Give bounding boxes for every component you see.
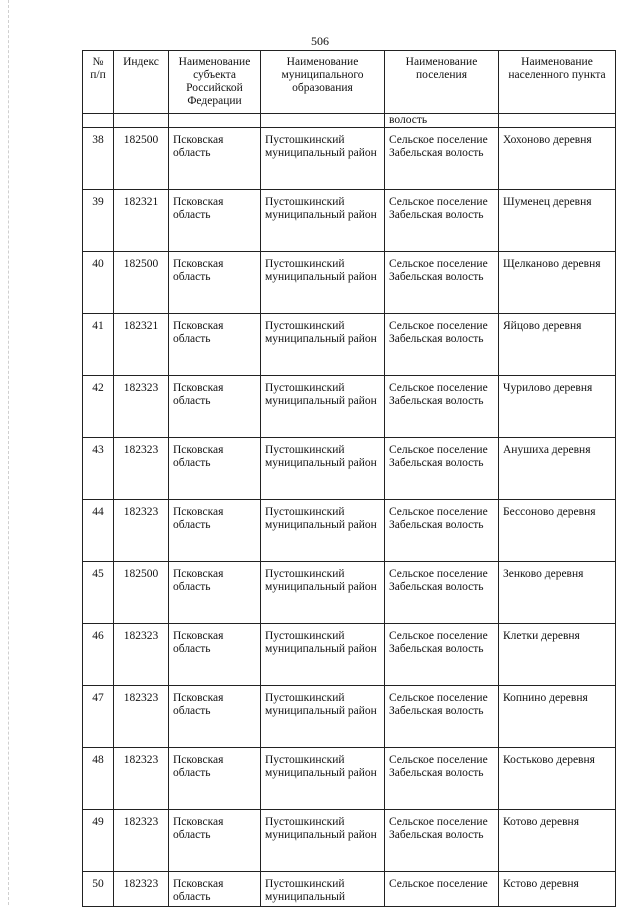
cell-settlement: Сельское поселение Забельская волость bbox=[385, 190, 499, 252]
cell-locality: Чурилово деревня bbox=[499, 376, 616, 438]
cell-num: 39 bbox=[83, 190, 114, 252]
table-header-row bbox=[83, 51, 616, 114]
cell-locality: Яйцово деревня bbox=[499, 314, 616, 376]
cell-num: 42 bbox=[83, 376, 114, 438]
cell-index: 182500 bbox=[114, 128, 169, 190]
cell-settlement: Сельское поселение Забельская волость bbox=[385, 376, 499, 438]
cell-municipality: Пустошкинский муниципальный район bbox=[261, 562, 385, 624]
header-locality: Наименование населенного пункта bbox=[499, 51, 616, 114]
cell-num: 41 bbox=[83, 314, 114, 376]
cell-locality: Котово деревня bbox=[499, 810, 616, 872]
cell-index: 182323 bbox=[114, 438, 169, 500]
cell-num: 49 bbox=[83, 810, 114, 872]
cell-num: 40 bbox=[83, 252, 114, 314]
table-row bbox=[83, 438, 616, 500]
cell-locality: Хохоново деревня bbox=[499, 128, 616, 190]
cell-settlement: Сельское поселение Забельская волость bbox=[385, 314, 499, 376]
cell-locality: Кстово деревня bbox=[499, 872, 616, 907]
cell-num: 50 bbox=[83, 872, 114, 907]
cell-locality: Шуменец деревня bbox=[499, 190, 616, 252]
cell-municipality: Пустошкинский муниципальный район bbox=[261, 686, 385, 748]
cell-index: 182321 bbox=[114, 190, 169, 252]
header-subject: Наименование субъекта Российской Федерации bbox=[169, 51, 261, 114]
cell-municipality: Пустошкинский муниципальный район bbox=[261, 748, 385, 810]
cell-settlement: Сельское поселение Забельская волость bbox=[385, 438, 499, 500]
cell-municipality: Пустошкинский муниципальный район bbox=[261, 252, 385, 314]
cell-subject: Псковская область bbox=[169, 500, 261, 562]
table-row bbox=[83, 810, 616, 872]
cell-index: 182323 bbox=[114, 376, 169, 438]
cell-num: 43 bbox=[83, 438, 114, 500]
table-row bbox=[83, 128, 616, 190]
cell-municipality: Пустошкинский муниципальный район bbox=[261, 624, 385, 686]
cell-municipality: Пустошкинский муниципальный bbox=[261, 872, 385, 907]
cell-municipality: Пустошкинский муниципальный район bbox=[261, 190, 385, 252]
cell-settlement: Сельское поселение Забельская волость bbox=[385, 810, 499, 872]
cell-locality: Зенково деревня bbox=[499, 562, 616, 624]
localities-table bbox=[82, 50, 616, 907]
header-index: Индекс bbox=[114, 51, 169, 114]
cell-subject: Псковская область bbox=[169, 686, 261, 748]
cell-settlement: Сельское поселение Забельская волость bbox=[385, 128, 499, 190]
cell-municipality: Пустошкинский муниципальный район bbox=[261, 314, 385, 376]
table-row bbox=[83, 190, 616, 252]
cell-num: 45 bbox=[83, 562, 114, 624]
cell-municipality: Пустошкинский муниципальный район bbox=[261, 128, 385, 190]
cell-subject: Псковская область bbox=[169, 810, 261, 872]
header-num: № п/п bbox=[83, 51, 114, 114]
cell-settlement: Сельское поселение bbox=[385, 872, 499, 907]
cell-index: 182323 bbox=[114, 748, 169, 810]
header-municipality: Наименование муниципального образования bbox=[261, 51, 385, 114]
cell-locality: Анушиха деревня bbox=[499, 438, 616, 500]
cell-num: 48 bbox=[83, 748, 114, 810]
table-row-continuation bbox=[83, 114, 616, 128]
cell-num: 38 bbox=[83, 128, 114, 190]
cell-locality bbox=[499, 114, 616, 128]
cell-subject: Псковская область bbox=[169, 624, 261, 686]
cell-subject: Псковская область bbox=[169, 562, 261, 624]
cell-settlement: Сельское поселение Забельская волость bbox=[385, 500, 499, 562]
cell-settlement: Сельское поселение Забельская волость bbox=[385, 252, 499, 314]
table-row bbox=[83, 748, 616, 810]
cell-locality: Щелканово деревня bbox=[499, 252, 616, 314]
cell-subject: Псковская область bbox=[169, 314, 261, 376]
cell-subject: Псковская область bbox=[169, 252, 261, 314]
cell-index: 182323 bbox=[114, 686, 169, 748]
cell-settlement: Сельское поселение Забельская волость bbox=[385, 748, 499, 810]
cell-index: 182323 bbox=[114, 872, 169, 907]
cell-subject bbox=[169, 114, 261, 128]
cell-municipality: Пустошкинский муниципальный район bbox=[261, 500, 385, 562]
cell-index: 182323 bbox=[114, 624, 169, 686]
cell-subject: Псковская область bbox=[169, 872, 261, 907]
cell-subject: Псковская область bbox=[169, 190, 261, 252]
table-row bbox=[83, 872, 616, 907]
cell-subject: Псковская область bbox=[169, 128, 261, 190]
cell-num: 44 bbox=[83, 500, 114, 562]
cell-municipality: Пустошкинский муниципальный район bbox=[261, 810, 385, 872]
table-row bbox=[83, 376, 616, 438]
cell-municipality bbox=[261, 114, 385, 128]
page-number: 506 bbox=[311, 34, 329, 48]
cell-num bbox=[83, 114, 114, 128]
cell-subject: Псковская область bbox=[169, 748, 261, 810]
cell-locality: Копнино деревня bbox=[499, 686, 616, 748]
cell-index bbox=[114, 114, 169, 128]
cell-index: 182321 bbox=[114, 314, 169, 376]
cell-settlement: Сельское поселение Забельская волость bbox=[385, 562, 499, 624]
cell-num: 46 bbox=[83, 624, 114, 686]
cell-subject: Псковская область bbox=[169, 438, 261, 500]
cell-index: 182500 bbox=[114, 562, 169, 624]
cell-index: 182500 bbox=[114, 252, 169, 314]
cell-index: 182323 bbox=[114, 810, 169, 872]
cell-index: 182323 bbox=[114, 500, 169, 562]
cell-municipality: Пустошкинский муниципальный район bbox=[261, 376, 385, 438]
scan-edge-line bbox=[8, 0, 10, 905]
cell-settlement: Сельское поселение Забельская волость bbox=[385, 624, 499, 686]
cell-locality: Костьково деревня bbox=[499, 748, 616, 810]
table-row bbox=[83, 562, 616, 624]
cell-settlement: волость bbox=[385, 114, 499, 128]
table-row bbox=[83, 314, 616, 376]
cell-locality: Клетки деревня bbox=[499, 624, 616, 686]
table-row bbox=[83, 686, 616, 748]
cell-num: 47 bbox=[83, 686, 114, 748]
table-row bbox=[83, 500, 616, 562]
table-row bbox=[83, 624, 616, 686]
cell-subject: Псковская область bbox=[169, 376, 261, 438]
cell-municipality: Пустошкинский муниципальный район bbox=[261, 438, 385, 500]
cell-settlement: Сельское поселение Забельская волость bbox=[385, 686, 499, 748]
cell-locality: Бессоново деревня bbox=[499, 500, 616, 562]
header-settlement: Наименование поселения bbox=[385, 51, 499, 114]
table-row bbox=[83, 252, 616, 314]
